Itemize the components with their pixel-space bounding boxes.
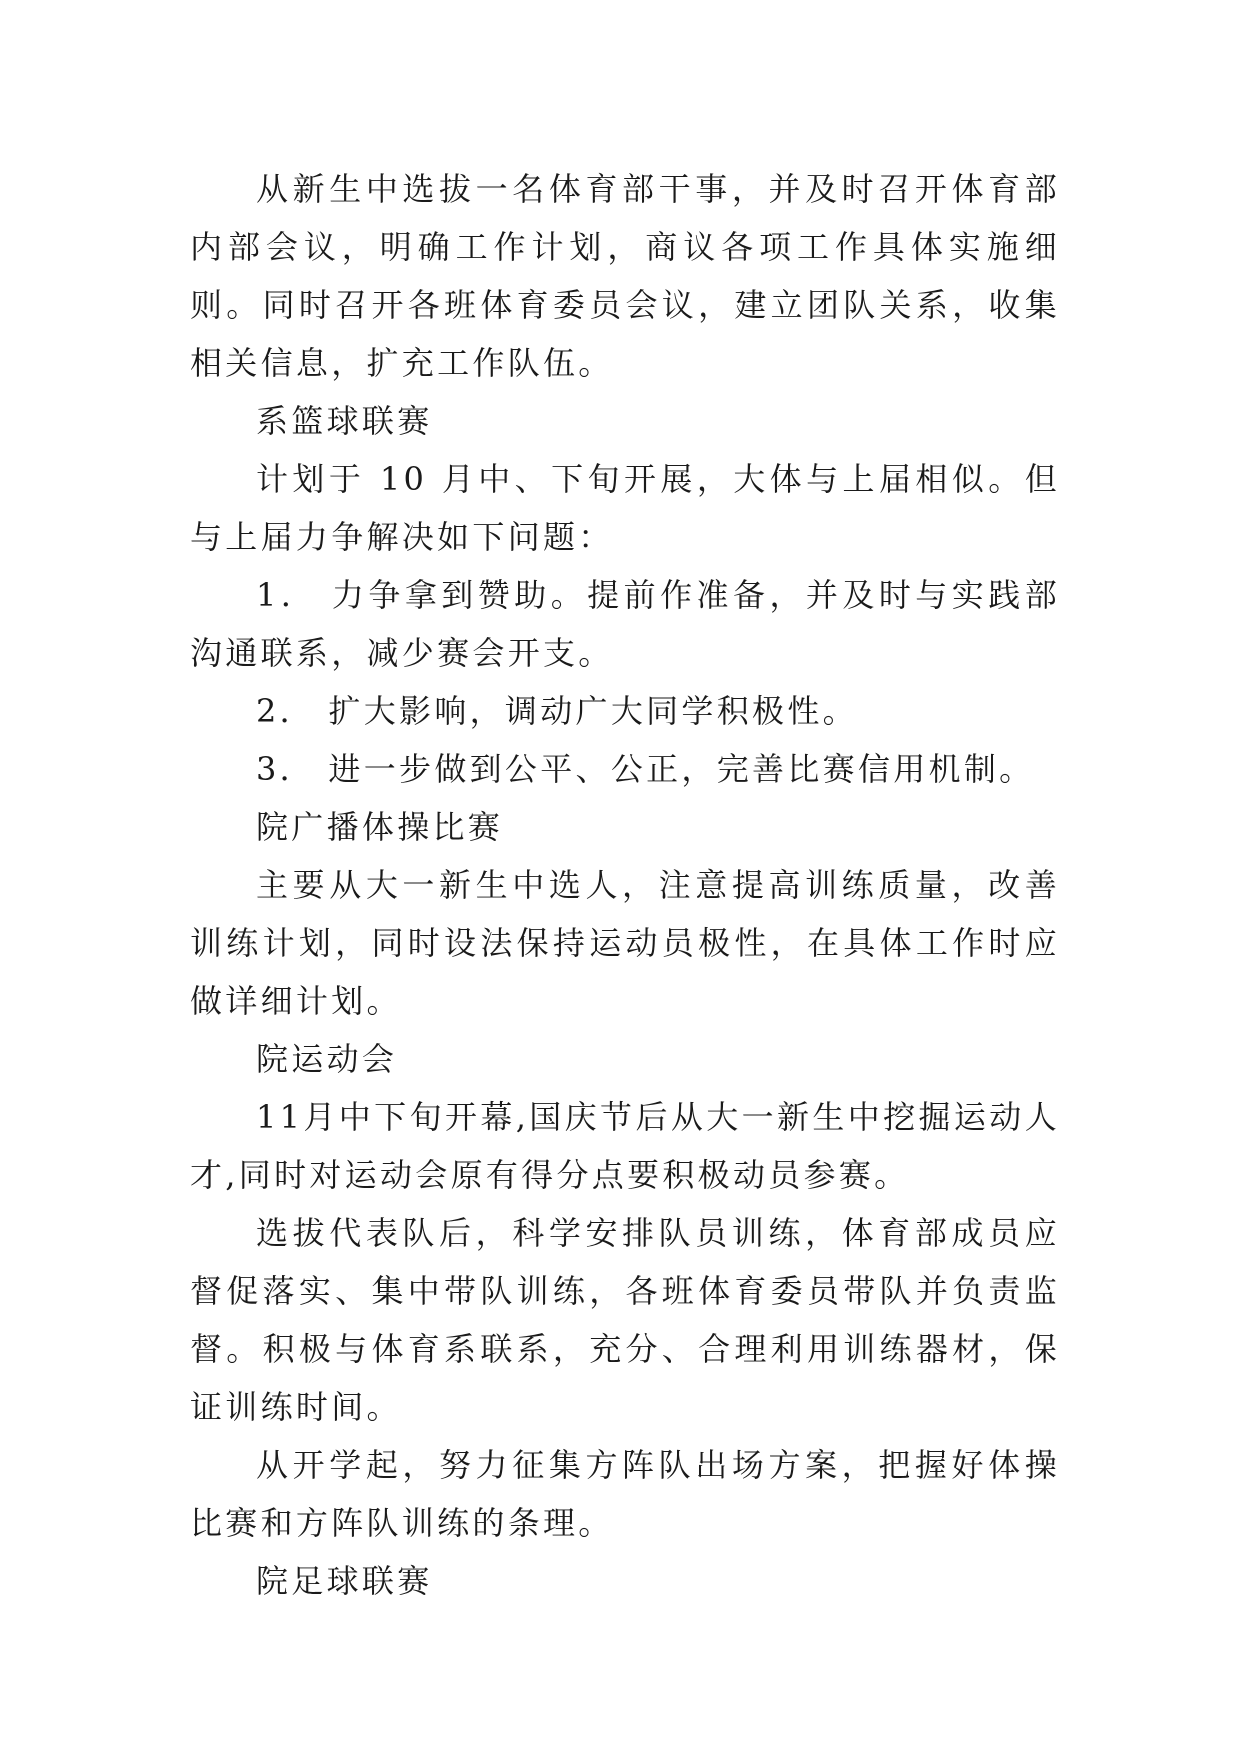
heading-broadcast-gymnastics: 院广播体操比赛 (256, 808, 504, 846)
paragraph-recruit-officer: 从新生中选拔一名体育部干事，并及时召开体育部内部会议，明确工作计划，商议各项工作具体实施细则。同时召开各班体育委员会议，建立团队关系，收集相关信息，扩充工作队伍。 (190, 170, 1060, 382)
heading-sports-meet: 院运动会 (256, 1040, 398, 1078)
paragraph-team-training: 选拔代表队后，科学安排队员训练，体育部成员应督促落实、集中带队训练，各班体育委员带队并负责监督。积极与体育系联系，充分、合理利用训练器材，保证训练时间。 (190, 1214, 1060, 1426)
heading-football-league: 院足球联赛 (256, 1562, 433, 1600)
list-item-fairness: 3． 进一步做到公平、公正，完善比赛信用机制。 (256, 750, 1035, 788)
list-item-influence: 2． 扩大影响，调动广大同学积极性。 (256, 692, 858, 730)
paragraph-gymnastics-plan: 主要从大一新生中选人，注意提高训练质量，改善训练计划，同时设法保持运动员极性，在具体工作时应做详细计划。 (190, 866, 1060, 1020)
paragraph-sports-meet-schedule: 11月中下旬开幕,国庆节后从大一新生中挖掘运动人才,同时对运动会原有得分点要积极动员参赛。 (190, 1098, 1060, 1194)
heading-basketball-league: 系篮球联赛 (256, 402, 433, 440)
paragraph-formation-plan: 从开学起，努力征集方阵队出场方案，把握好体操比赛和方阵队训练的条理。 (190, 1446, 1060, 1542)
paragraph-basketball-plan: 计划于 10 月中、下旬开展，大体与上届相似。但与上届力争解决如下问题： (190, 460, 1060, 556)
document-body (190, 160, 1060, 1610)
list-item-sponsorship: 1． 力争拿到赞助。提前作准备，并及时与实践部沟通联系，减少赛会开支。 (190, 576, 1060, 672)
